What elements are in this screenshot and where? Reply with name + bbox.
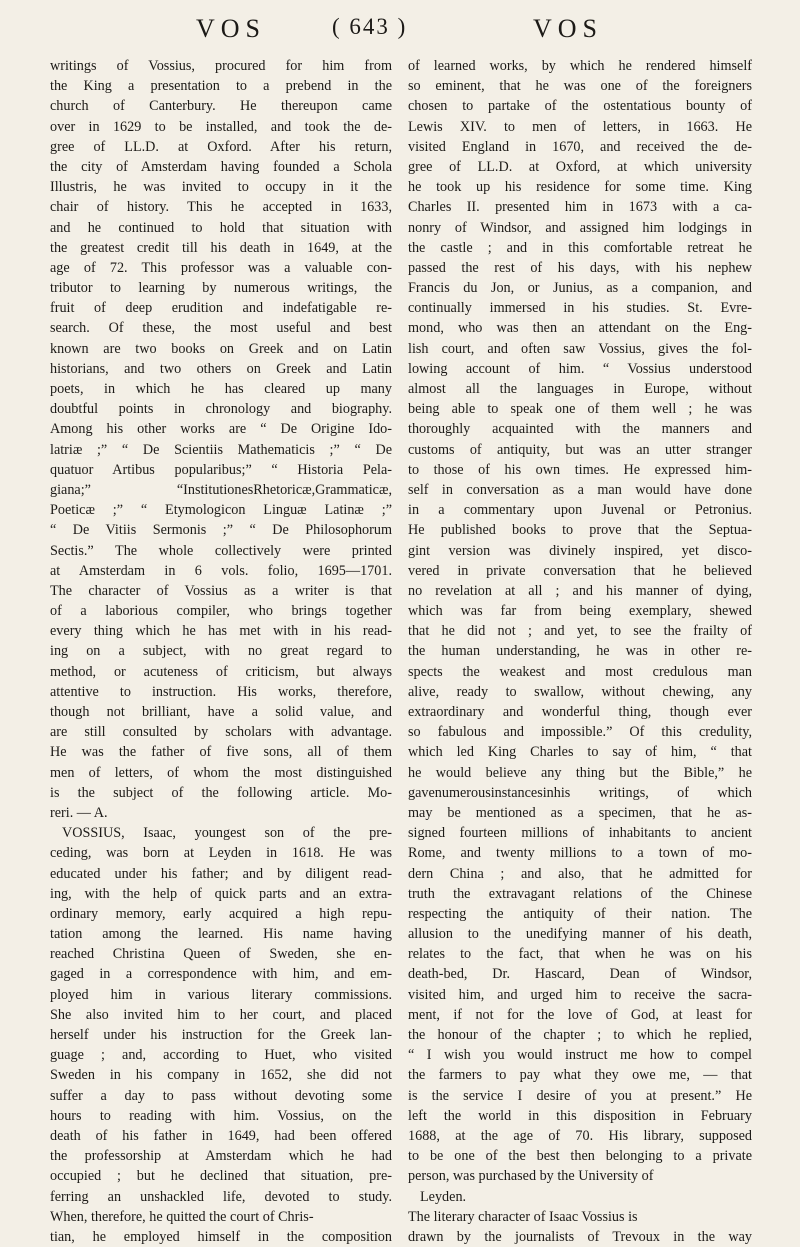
text-line: he would believe any thing but the Bible,” he — [408, 764, 752, 781]
text-line: that he did not ; and yet, to see the frailty of — [408, 623, 752, 640]
text-line: the castle ; and in this comfortable retreat he — [408, 239, 752, 256]
text-line: Among his other works are “ De Origine Ido- — [50, 421, 392, 438]
left-column — [50, 56, 392, 1247]
text-line: every thing which he has met with in his read- — [50, 623, 392, 640]
text-line: poets, in which he has cleared up many — [50, 381, 392, 397]
text-line: passed the rest of his days, with his nephew — [408, 259, 752, 276]
text-line: gree of LL.D. at Oxford, at which university — [408, 158, 752, 175]
text-line: ferring an unshackled life, devoted to study. — [50, 1188, 392, 1205]
text-line: which was far from being exemplary, shewed — [408, 603, 752, 620]
text-line: the King a presentation to a prebend in the — [50, 78, 392, 95]
text-line: extraordinary and wonderful thing, though ever — [408, 704, 752, 720]
text-line: latriæ ;” “ De Scientiis Mathematicis ;” “ De — [50, 441, 392, 458]
text-line: thoroughly acquainted with the manners and — [408, 421, 752, 438]
text-line: hours to reading with him. Vossius, on the — [50, 1107, 392, 1124]
text-line: person, was purchased by the University of — [408, 1168, 654, 1185]
text-line: doubtful points in chronology and biography. — [50, 401, 392, 418]
text-line: may be mentioned as a specimen, that he as- — [408, 804, 752, 821]
text-line: tributor to learning by numerous writings, the — [50, 280, 392, 297]
text-line: vered in private conversation that he believed — [408, 562, 752, 579]
text-line: suffer a day to pass without devoting some — [50, 1087, 392, 1104]
text-line: the human understanding, he was in other re- — [408, 643, 752, 660]
text-line: Poeticæ ;” “ Etymologicon Linguæ Latinæ ;” — [50, 502, 392, 519]
text-line: continually immersed in his studies. St. Evre- — [408, 300, 752, 317]
text-line: allusion to the unedifying manner of his death, — [408, 926, 752, 943]
page-number: ( 643 ) — [332, 14, 408, 39]
text-line: being able to speak one of them well ; he was — [408, 401, 752, 418]
text-line: the honour of the chapter ; to which he replied, — [408, 1027, 752, 1043]
text-line: death of his father in 1649, had been offered — [50, 1127, 392, 1144]
text-line: Sweden in his company in 1652, she did not — [50, 1067, 392, 1084]
text-line: visited England in 1670, and received the de- — [408, 138, 752, 155]
text-line: and he continued to hold that situation with — [50, 219, 392, 236]
text-line: gree of LL.D. at Oxford. After his return, — [50, 138, 392, 155]
text-line: ordinary memory, early acquired a high repu- — [50, 905, 392, 922]
text-line: lish court, and often saw Vossius, gives the fol- — [408, 340, 752, 357]
text-line: nonry of Windsor, and assigned him lodgings in — [408, 219, 752, 236]
text-line: Sectis.” The whole collectively were printed — [50, 542, 392, 559]
text-line: the greatest credit till his death in 1649, at the — [50, 239, 392, 256]
text-line: visited him, and urged him to receive the sacra- — [408, 986, 752, 1003]
text-line: self in conversation as a man would have done — [408, 481, 752, 498]
text-line: giana;” “InstitutionesRhetoricæ,Grammaticæ, — [50, 481, 392, 498]
text-line: tian, he employed himself in the composition — [50, 1228, 392, 1245]
text-line: Lewis XIV. to men of letters, in 1663. He — [408, 118, 752, 135]
text-line: almost all the languages in Europe, without — [408, 381, 752, 397]
text-line: at Amsterdam in 6 vols. folio, 1695—1701. — [50, 562, 392, 579]
text-line: mond, who was then an attendant on the Eng- — [408, 320, 752, 337]
header-right-word: VOS — [533, 14, 604, 43]
text-line: spects the weakest and most credulous man — [408, 663, 752, 680]
text-line: VOSSIUS, Isaac, youngest son of the pre- — [62, 825, 392, 842]
text-line: search. Of these, the most useful and best — [50, 320, 392, 337]
text-line: ployed him in various literary commissions. — [50, 986, 392, 1003]
text-line: of a laborious compiler, who brings together — [50, 603, 392, 620]
text-line: signed fourteen millions of inhabitants to ancient — [408, 825, 752, 842]
text-line: fruit of deep erudition and indefatigable re- — [50, 300, 392, 317]
text-line: death-bed, Dr. Hascard, Dean of Windsor, — [408, 966, 752, 983]
text-line: no revelation at all ; and his manner of dying, — [408, 582, 752, 599]
text-line: He published books to prove that the Septua- — [408, 522, 752, 539]
text-line: quatuor Artibus popularibus;” “ Historia Pela- — [50, 461, 392, 478]
text-line: He was the father of five sons, all of them — [50, 744, 392, 761]
text-line: educated under his father; and by diligent read- — [50, 865, 392, 882]
text-line: dern China ; and also, that he admitted for — [408, 865, 752, 882]
text-line: gavenumerousinstancesinhis writings, of which — [408, 784, 752, 801]
text-line: guage ; and, according to Huet, who visited — [50, 1047, 392, 1064]
text-line: respecting the antiquity of their nation. The — [408, 905, 752, 922]
text-line: the farmers to pay what they owe me, — that — [408, 1067, 752, 1084]
text-line: which led King Charles to say of him, “ that — [408, 744, 752, 761]
text-line: to be one of the best then belonging to a private — [408, 1148, 752, 1165]
text-line: so eminent, that he was one of the foreigners — [408, 78, 752, 95]
running-header — [0, 14, 800, 48]
text-line: ing on a subject, with no great regard to — [50, 643, 392, 660]
text-line: drawn by the journalists of Trevoux in the way — [408, 1228, 752, 1245]
text-line: though not brilliant, have a solid value, and — [50, 704, 392, 720]
text-line: age of 72. This professor was a valuable con- — [50, 259, 392, 276]
text-line: lowing account of him. “ Vossius understood — [408, 360, 752, 377]
text-line: occupied ; but he declined that situation, pre- — [50, 1168, 392, 1185]
text-line: ment, if not for the love of God, at least for — [408, 1006, 752, 1023]
text-line: he took up his residence for some time. King — [408, 179, 752, 196]
text-line: attentive to instruction. His works, therefore, — [50, 683, 392, 700]
text-line: ceding, was born at Leyden in 1618. He was — [50, 845, 392, 862]
text-line: When, therefore, he quitted the court of Chris- — [50, 1208, 314, 1225]
text-line: Rome, and twenty millions to a town of mo- — [408, 845, 752, 862]
text-line: gaged in a correspondence with him, and em- — [50, 966, 392, 983]
text-line: left the world in this disposition in February — [408, 1107, 752, 1124]
text-line: herself under his instruction for the Greek lan- — [50, 1027, 392, 1043]
text-line: in a commentary upon Juvenal or Petronius. — [408, 502, 752, 519]
text-line: Francis du Jon, or Junius, as a companion, and — [408, 280, 752, 297]
text-line: the professorship at Amsterdam which he had — [50, 1148, 392, 1165]
text-line: “ De Vitiis Sermonis ;” “ De Philosophorum — [50, 522, 392, 539]
text-line: alive, ready to swallow, without chewing, any — [408, 683, 752, 700]
text-line: the city of Amsterdam having founded a Schola — [50, 158, 392, 175]
text-line: over in 1629 to be installed, and took the de- — [50, 118, 392, 135]
text-line: chosen to partake of the ostentatious bounty of — [408, 98, 752, 115]
text-line: method, or acuteness of criticism, but always — [50, 663, 392, 680]
text-line: relates to the fact, that when he was on his — [408, 946, 752, 963]
text-line: church of Canterbury. He thereupon came — [50, 98, 392, 115]
text-line: known are two books on Greek and on Latin — [50, 340, 392, 357]
text-line: truth the extravagant relations of the Chinese — [408, 885, 752, 902]
text-line: Charles II. presented him in 1673 with a ca- — [408, 199, 752, 216]
text-line: historians, and two others on Greek and Latin — [50, 360, 392, 377]
text-line: 1688, at the age of 70. His library, supposed — [408, 1127, 752, 1144]
text-line: The literary character of Isaac Vossius is — [408, 1208, 638, 1225]
header-left-word: VOS — [196, 14, 267, 43]
text-line: reached Christina Queen of Sweden, she en- — [50, 946, 392, 963]
text-line: reri. — A. — [50, 804, 108, 821]
text-line: Illustris, he was invited to occupy in it the — [50, 179, 392, 196]
text-line: She also invited him to her court, and placed — [50, 1006, 392, 1023]
text-line: men of letters, of whom the most distinguished — [50, 764, 392, 781]
text-line: to those of his own times. He expressed him- — [408, 461, 752, 478]
text-line: of learned works, by which he rendered himself — [408, 58, 752, 74]
text-line: gint version was divinely inspired, yet disco- — [408, 542, 752, 559]
text-line: Leyden. — [420, 1188, 467, 1205]
right-column — [408, 56, 752, 1247]
text-line: “ I wish you would instruct me how to compel — [408, 1047, 752, 1064]
text-line: ing, with the help of quick parts and an extra- — [50, 885, 392, 902]
text-line: tation among the learned. His name having — [50, 926, 392, 943]
text-line: are still consulted by scholars with advantage. — [50, 724, 392, 741]
text-line: so fabulous and impossible.” Of this credulity, — [408, 724, 752, 741]
text-line: writings of Vossius, procured for him from — [50, 58, 392, 74]
text-line: is the subject of the following article. Mo- — [50, 784, 392, 801]
text-line: chair of history. This he accepted in 1633, — [50, 199, 392, 216]
text-line: customs of antiquity, but was an utter stranger — [408, 441, 752, 458]
text-line: The character of Vossius as a writer is that — [50, 582, 392, 599]
text-line: is the service I desire of you at present.” He — [408, 1087, 752, 1104]
